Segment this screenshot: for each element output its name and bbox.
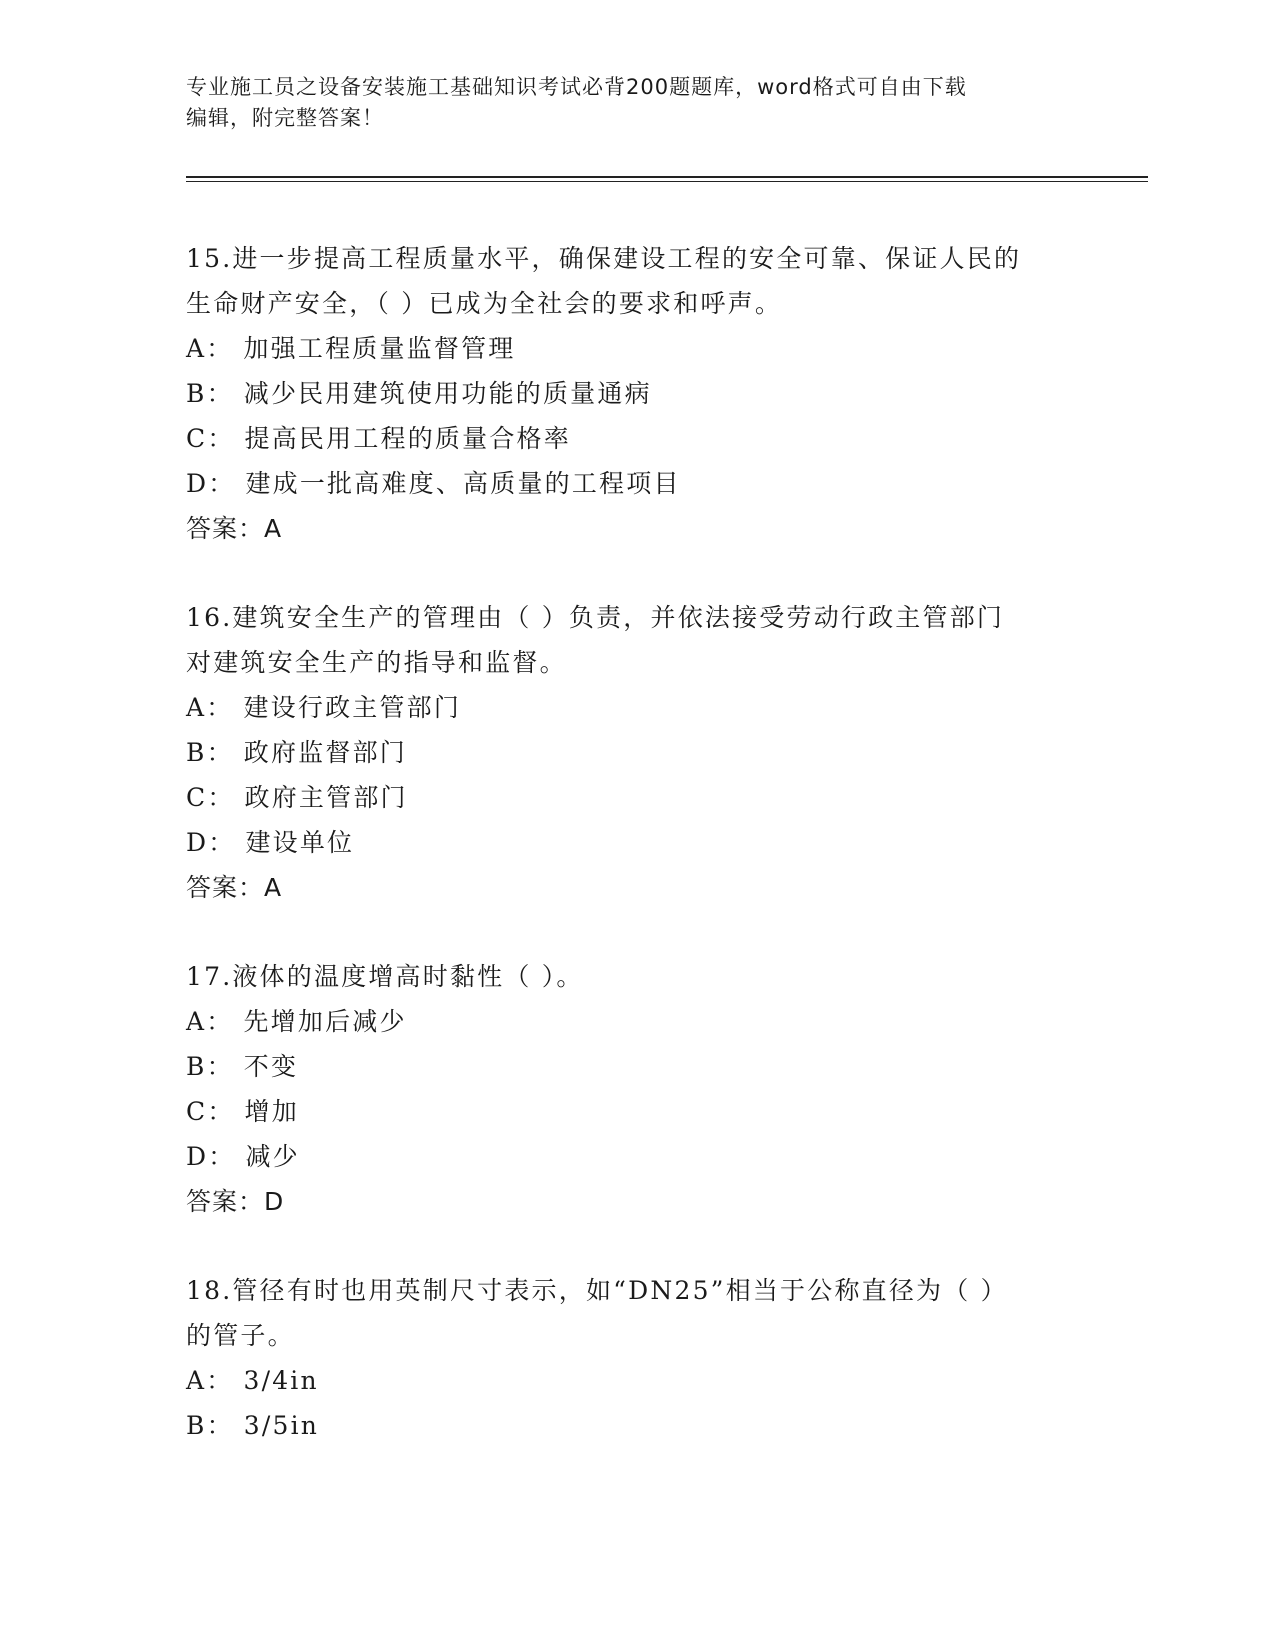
- option-key: D：: [186, 469, 236, 498]
- option-text: 建设单位: [245, 828, 355, 857]
- question-stem-line: 的管子。: [186, 1321, 295, 1350]
- option-key: C：: [186, 783, 235, 812]
- option-key: D：: [186, 1142, 236, 1171]
- option-key: A：: [186, 1007, 234, 1036]
- question-stem-line: 15.进一步提高工程质量水平，确保建设工程的安全可靠、保证人民的: [186, 244, 1022, 273]
- question-17: [186, 954, 1148, 1224]
- option-a: [186, 685, 1148, 730]
- option-c: [186, 1089, 1148, 1134]
- option-key: B：: [186, 738, 234, 767]
- option-text: 增加: [244, 1097, 299, 1126]
- question-stem-line: 17.液体的温度增高时黏性（ ）。: [186, 962, 584, 991]
- header-line-1: 专业施工员之设备安装施工基础知识考试必背200题题库，word格式可自由下载: [186, 75, 967, 99]
- question-stem-line: 生命财产安全，（ ）已成为全社会的要求和呼声。: [186, 289, 783, 318]
- answer-line: 答案：A: [186, 514, 283, 543]
- option-text: 建成一批高难度、高质量的工程项目: [245, 469, 681, 498]
- answer-line: 答案：D: [186, 1187, 285, 1216]
- question-16: [186, 595, 1148, 910]
- option-text: 减少: [245, 1142, 300, 1171]
- question-stem-line: 对建筑安全生产的指导和监督。: [186, 648, 567, 677]
- option-a: [186, 1358, 1148, 1403]
- option-key: A：: [186, 334, 234, 363]
- header-divider-bottom: [186, 181, 1148, 182]
- option-d: [186, 1134, 1148, 1179]
- question-stem-line: 18.管径有时也用英制尺寸表示，如“DN25”相当于公称直径为（ ）: [186, 1276, 1008, 1305]
- page-header: [186, 72, 1086, 134]
- question-15: [186, 236, 1148, 551]
- option-a: [186, 999, 1148, 1044]
- option-key: A：: [186, 1366, 234, 1395]
- header-line-2: 编辑，附完整答案！: [186, 106, 384, 130]
- option-a: [186, 326, 1148, 371]
- option-text: 政府监督部门: [243, 738, 407, 767]
- option-key: B：: [186, 1052, 234, 1081]
- option-text: 建设行政主管部门: [243, 693, 462, 722]
- option-text: 3/4in: [243, 1366, 319, 1395]
- question-stem-line: 16.建筑安全生产的管理由（ ）负责，并依法接受劳动行政主管部门: [186, 603, 1005, 632]
- option-b: [186, 730, 1148, 775]
- option-text: 加强工程质量监督管理: [243, 334, 516, 363]
- option-text: 政府主管部门: [244, 783, 408, 812]
- option-c: [186, 775, 1148, 820]
- option-text: 减少民用建筑使用功能的质量通病: [243, 379, 652, 408]
- option-key: B：: [186, 1411, 234, 1440]
- option-key: B：: [186, 379, 234, 408]
- question-list: [186, 236, 1148, 1492]
- option-d: [186, 820, 1148, 865]
- option-text: 先增加后减少: [243, 1007, 407, 1036]
- option-b: [186, 1403, 1148, 1448]
- header-divider-top: [186, 176, 1148, 178]
- option-d: [186, 461, 1148, 506]
- option-key: C：: [186, 424, 235, 453]
- option-key: D：: [186, 828, 236, 857]
- option-key: A：: [186, 693, 234, 722]
- option-b: [186, 1044, 1148, 1089]
- answer-line: 答案：A: [186, 873, 283, 902]
- option-text: 3/5in: [243, 1411, 320, 1440]
- option-c: [186, 416, 1148, 461]
- option-key: C：: [186, 1097, 235, 1126]
- option-text: 提高民用工程的质量合格率: [244, 424, 571, 453]
- option-b: [186, 371, 1148, 416]
- option-text: 不变: [243, 1052, 299, 1081]
- question-18: [186, 1268, 1148, 1448]
